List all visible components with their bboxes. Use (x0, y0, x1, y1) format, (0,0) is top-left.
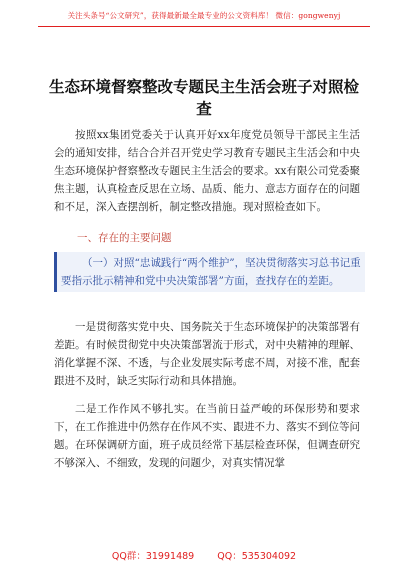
section-heading: 一、存在的主要问题 (77, 232, 172, 244)
document-title: 生态环境督察整改专题民主生活会班子对照检查 (48, 77, 359, 118)
footer-qq: QQ：535304092 (217, 551, 297, 562)
header-banner: 关注头条号“公文研究”，获得最新最全最专业的公文资料库！ 微信：gongwenyj (38, 10, 370, 27)
callout-box: （一）对照“忠诚践行“两个维护”，坚决贯彻落实习总书记重要指示批示精神和党中央决策部署”方面，查找存在的差距。 (54, 252, 365, 292)
body-paragraph-1: 一是贯彻落实党中央、国务院关于生态环境保护的决策部署有差距。有时候贯彻党中央决策部署流于形式，对中央精神的理解、消化掌握不深、不透，与企业发展实际考虑不周，对接不准，配套跟进不及时，缺乏实际行动和具体措施。 (54, 321, 360, 387)
intro-paragraph: 按照xx集团党委关于认真开好xx年度党员领导干部民主生活会的通知安排，结合合并召开党史学习教育专题民主生活会和中央生态环境保护督察整改专题民主生活会的要求。xx有限公司党委聚焦主题，认真检查反思在立场、品质、能力、意志方面存在的问题和不足，深入查摆剖析，制定整改措施。现对照检查如下。 (54, 129, 360, 213)
footer-contact (0, 548, 408, 562)
footer-qq-group: QQ群：31991489 (111, 551, 195, 562)
body-paragraph-2: 二是工作作风不够扎实。在当前日益严峻的环保形势和要求下，在工作推进中仍然存在作风不实、跟进不力、落实不到位等问题。在环保调研方面，班子成员经常下基层检查环保，但调查研究不够深入、不细致，发现的问题少，对真实情况掌 (54, 403, 360, 469)
